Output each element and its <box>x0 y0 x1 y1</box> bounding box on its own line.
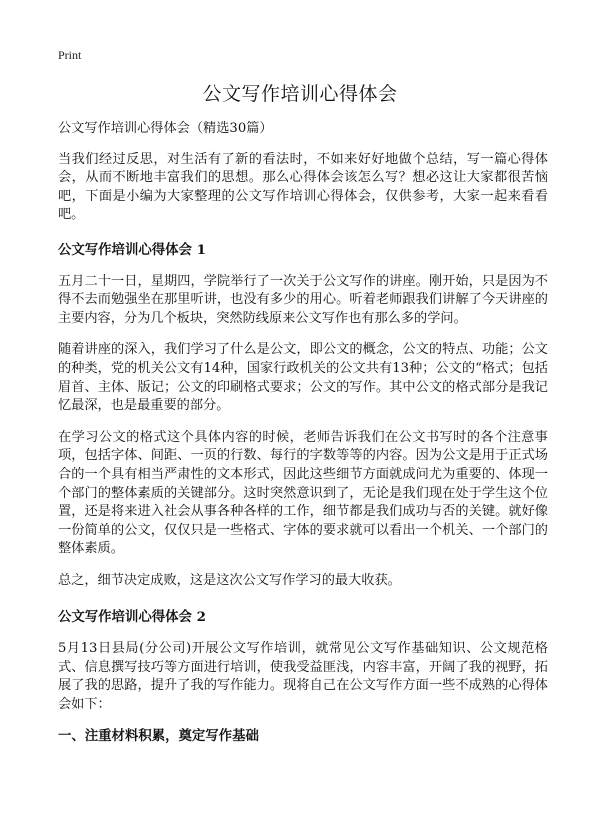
section-paragraph: 五月二十一日，星期四，学院举行了一次关于公文写作的讲座。刚开始，只是因为不得不去而勉强坐在那里听讲，也没有多少的用心。听着老师跟我们讲解了今天讲座的主要内容，分为几个板块，突然防线原来公文写作也有那么多的学问。 <box>58 273 548 326</box>
section-heading: 公文写作培训心得体会 2 <box>58 609 206 626</box>
article-body <box>58 120 548 746</box>
page-title: 公文写作培训心得体会 <box>202 83 398 105</box>
print-link[interactable]: Print <box>58 48 82 62</box>
section-paragraph: 随着讲座的深入，我们学习了什么是公文，即公文的概念，公文的特点、功能；公文的种类，党的机关公文有14种，国家行政机关的公文共有13种；公文的“格式；包括眉首、主体、版记；公文的印刷格式要求；公文的写作。其中公文的格式部分是我记忆最深，也是最重要的部分。 <box>58 342 548 414</box>
section-paragraph: 在学习公文的格式这个具体内容的时候，老师告诉我们在公文书写时的各个注意事项，包括字体、间距、一页的行数、每行的字数等等的内容。因为公文是用于正式场合的一个具有相当严肃性的文本形式，因此这些细节方面就成问尤为重要的、体现一个部门的整体素质的关键部分。这时突然意识到了，无论是我们现在处于学生这个位置，还是将来进入社会从事各种各样的工作，细节都是我们成功与否的关键。就好像一份简单的公文，仅仅只是一些格式、字体的要求就可以看出一个机关、一个部门的整体素质。 <box>58 429 548 557</box>
article-subtitle: 公文写作培训心得体会（精选30篇） <box>58 121 273 136</box>
section-heading: 公文写作培训心得体会 1 <box>58 241 206 258</box>
intro-paragraph: 当我们经过反思，对生活有了新的看法时，不如来好好地做个总结，写一篇心得体会，从而不断地丰富我们的思想。那么心得体会该怎么写？想必这让大家都很苦恼吧，下面是小编为大家整理的公文写作培训心得体会，仅供参考，大家一起来看看吧。 <box>58 151 548 223</box>
section-subheading: 一、注重材料积累，奠定写作基础 <box>58 728 259 745</box>
section-paragraph: 总之，细节决定成败，这是这次公文写作学习的最大收获。 <box>58 572 401 588</box>
section-paragraph: 5月13日县局(分公司)开展公文写作培训，就常见公文写作基础知识、公文规范格式、信息撰写技巧等方面进行培训，使我受益匪浅，内容丰富，开阔了我的视野，拓展了我的思路，提升了我的写作能力。现将自己在公文写作方面一些不成熟的心得体会如下： <box>58 641 548 712</box>
